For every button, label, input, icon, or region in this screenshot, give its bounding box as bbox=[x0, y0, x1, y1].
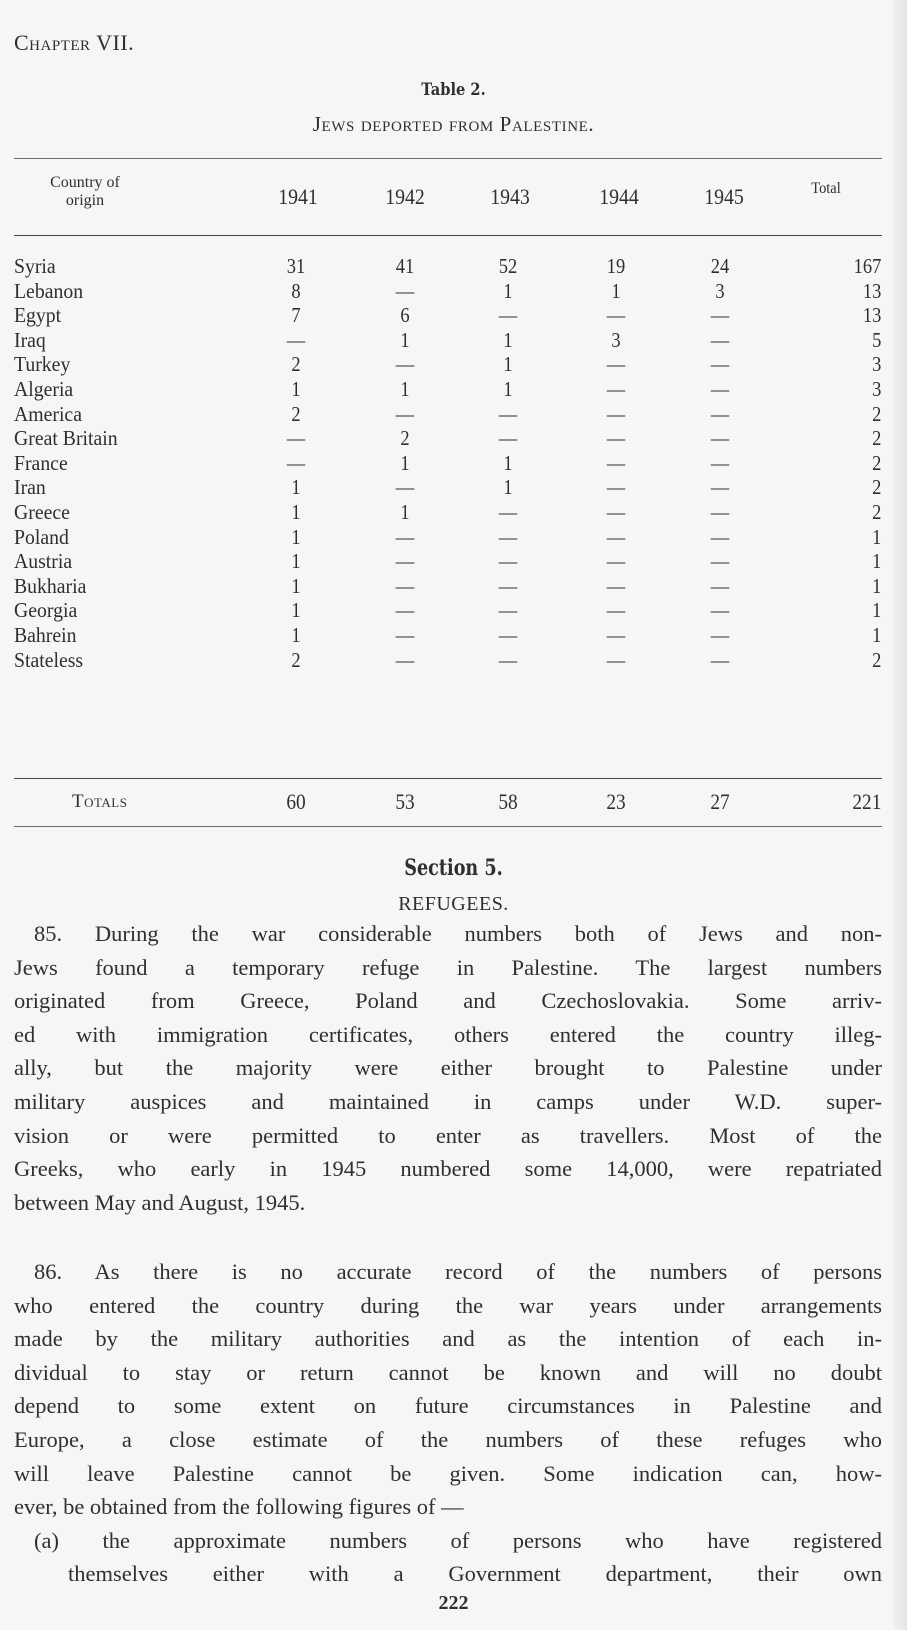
row-value-1942: 41 bbox=[395, 254, 415, 278]
header-country-line-2: origin bbox=[65, 192, 105, 209]
row-country: Austria bbox=[14, 549, 73, 574]
header-year-1945: 1945 bbox=[704, 184, 744, 209]
row-value-1945: — bbox=[710, 549, 730, 574]
row-value-1945: — bbox=[710, 524, 730, 549]
row-value-1943: — bbox=[498, 426, 518, 451]
page-number: 222 bbox=[438, 1592, 469, 1614]
row-value-1941: — bbox=[286, 327, 306, 352]
paragraph-line: between May and August, 1945. bbox=[14, 1189, 306, 1215]
row-country: Iraq bbox=[14, 327, 46, 352]
row-country: Lebanon bbox=[14, 278, 84, 303]
table-row bbox=[0, 525, 907, 550]
totals-1942: 53 bbox=[395, 789, 415, 814]
row-value-1944: — bbox=[606, 622, 626, 647]
table-subtitle: Jews deported from Palestine. bbox=[312, 112, 595, 136]
table-row bbox=[0, 328, 907, 353]
row-value-1941: 1 bbox=[291, 524, 301, 549]
row-country: Georgia bbox=[14, 598, 78, 623]
row-value-1945: — bbox=[710, 499, 730, 524]
header-country-of-origin bbox=[30, 174, 140, 210]
row-value-1942: — bbox=[395, 622, 415, 647]
row-country: Algeria bbox=[14, 376, 74, 401]
paragraph-line: ed with immigration certificates, others entered the country illeg- bbox=[14, 1021, 882, 1047]
row-value-1943: 1 bbox=[503, 352, 513, 377]
row-value-1941: 1 bbox=[291, 475, 301, 500]
row-value-1942: — bbox=[395, 524, 415, 549]
row-value-1942: — bbox=[395, 573, 415, 598]
row-value-1943: 1 bbox=[503, 450, 513, 475]
paragraph-line: originated from Greece, Poland and Czechoslovakia. Some arriv- bbox=[14, 988, 882, 1014]
row-value-1941: 2 bbox=[291, 647, 301, 672]
row-value-1943: — bbox=[498, 549, 518, 574]
row-total: 2 bbox=[872, 450, 882, 475]
row-value-1941: 8 bbox=[291, 278, 301, 303]
row-value-1943: — bbox=[498, 401, 518, 426]
paragraph-line: dividual to stay or return cannot be known and will no doubt bbox=[14, 1359, 882, 1385]
row-total: 5 bbox=[872, 327, 882, 352]
row-value-1941: 1 bbox=[291, 622, 301, 647]
row-value-1943: 1 bbox=[503, 475, 513, 500]
row-value-1944: — bbox=[606, 401, 626, 426]
table-body bbox=[0, 254, 907, 672]
table-totals-rule-top bbox=[14, 778, 882, 779]
row-value-1944: — bbox=[606, 352, 626, 377]
row-value-1942: — bbox=[395, 475, 415, 500]
row-value-1944: — bbox=[606, 524, 626, 549]
table-row bbox=[0, 598, 907, 623]
table-bottom-rule bbox=[14, 826, 882, 827]
header-total: Total bbox=[811, 180, 841, 197]
table-row bbox=[0, 352, 907, 377]
row-value-1945: — bbox=[710, 303, 730, 328]
paragraph-line: made by the military authorities and as the intention of each in- bbox=[14, 1326, 882, 1352]
row-value-1942: — bbox=[395, 549, 415, 574]
row-value-1941: 1 bbox=[291, 573, 301, 598]
header-country-line-1: Country of bbox=[50, 174, 120, 191]
paragraph-line: who entered the country during the war years under arrangements bbox=[14, 1292, 882, 1318]
row-value-1943: 1 bbox=[503, 278, 513, 303]
row-value-1944: — bbox=[606, 376, 626, 401]
table-row bbox=[0, 623, 907, 648]
table-row bbox=[0, 648, 907, 673]
row-total: 1 bbox=[872, 573, 882, 598]
row-value-1942: — bbox=[395, 278, 415, 303]
row-value-1943: 1 bbox=[503, 327, 513, 352]
row-value-1945: — bbox=[710, 426, 730, 451]
section-title: Section 5. bbox=[404, 855, 503, 881]
row-country: Greece bbox=[14, 499, 70, 524]
row-value-1945: 24 bbox=[710, 254, 730, 278]
row-country: Great Britain bbox=[14, 426, 118, 451]
row-value-1943: — bbox=[498, 524, 518, 549]
totals-grand-total: 221 bbox=[852, 789, 882, 814]
row-value-1941: 2 bbox=[291, 401, 301, 426]
row-value-1944: 1 bbox=[611, 278, 621, 303]
row-value-1945: — bbox=[710, 376, 730, 401]
totals-label: Totals bbox=[72, 791, 128, 812]
table-row bbox=[0, 254, 907, 279]
row-total: 1 bbox=[872, 598, 882, 623]
row-total: 1 bbox=[872, 524, 882, 549]
table-row bbox=[0, 475, 907, 500]
row-total: 13 bbox=[862, 278, 882, 303]
header-year-1942: 1942 bbox=[385, 184, 425, 209]
row-value-1942: — bbox=[395, 401, 415, 426]
row-value-1942: 1 bbox=[400, 376, 410, 401]
table-row bbox=[0, 279, 907, 304]
row-total: 3 bbox=[872, 352, 882, 377]
section-subtitle: REFUGEES. bbox=[398, 893, 509, 915]
totals-1944: 23 bbox=[606, 789, 626, 814]
row-value-1941: — bbox=[286, 426, 306, 451]
paragraph-line: vision or were permitted to enter as travellers. Most of the bbox=[14, 1122, 882, 1148]
row-value-1945: — bbox=[710, 401, 730, 426]
totals-1945: 27 bbox=[710, 789, 730, 814]
table-row bbox=[0, 426, 907, 451]
row-value-1944: 19 bbox=[606, 254, 626, 278]
paragraph-line: depend to some extent on future circumstances in Palestine and bbox=[14, 1393, 882, 1419]
row-value-1942: 1 bbox=[400, 450, 410, 475]
table-top-rule bbox=[14, 158, 882, 159]
table-row bbox=[0, 451, 907, 476]
table-row bbox=[0, 303, 907, 328]
table-row bbox=[0, 500, 907, 525]
row-value-1943: — bbox=[498, 303, 518, 328]
row-value-1942: — bbox=[395, 352, 415, 377]
totals-1943: 58 bbox=[498, 789, 518, 814]
table-row bbox=[0, 549, 907, 574]
row-value-1943: — bbox=[498, 573, 518, 598]
list-item-a-line: (a) the approximate numbers of persons who have registered bbox=[34, 1527, 882, 1553]
row-value-1945: — bbox=[710, 352, 730, 377]
row-total: 2 bbox=[872, 499, 882, 524]
row-total: 3 bbox=[872, 376, 882, 401]
paragraph-line: Europe, a close estimate of the numbers of these refuges who bbox=[14, 1426, 882, 1452]
row-value-1945: 3 bbox=[715, 278, 725, 303]
row-country: Turkey bbox=[14, 352, 71, 377]
row-value-1941: 31 bbox=[286, 254, 306, 278]
header-year-1944: 1944 bbox=[599, 184, 639, 209]
row-value-1943: — bbox=[498, 647, 518, 672]
paragraph-line: Greeks, who early in 1945 numbered some 14,000, were repatriated bbox=[14, 1156, 882, 1182]
list-item-a-line: themselves either with a Government department, their own bbox=[68, 1561, 882, 1587]
row-value-1942: — bbox=[395, 598, 415, 623]
row-value-1941: — bbox=[286, 450, 306, 475]
row-total: 2 bbox=[872, 401, 882, 426]
row-value-1942: 1 bbox=[400, 327, 410, 352]
totals-1941: 60 bbox=[286, 789, 306, 814]
paragraph-line: 85. During the war considerable numbers both of Jews and non- bbox=[34, 921, 882, 946]
row-country: Poland bbox=[14, 524, 69, 549]
row-country: Egypt bbox=[14, 303, 62, 328]
row-country: Bukharia bbox=[14, 573, 87, 598]
row-value-1941: 1 bbox=[291, 499, 301, 524]
row-value-1944: — bbox=[606, 475, 626, 500]
row-value-1944: — bbox=[606, 499, 626, 524]
row-value-1942: 2 bbox=[400, 426, 410, 451]
row-total: 2 bbox=[872, 475, 882, 500]
row-total: 13 bbox=[862, 303, 882, 328]
chapter-heading: Chapter VII. bbox=[14, 30, 135, 55]
row-value-1941: 1 bbox=[291, 598, 301, 623]
row-value-1945: — bbox=[710, 327, 730, 352]
row-value-1944: — bbox=[606, 426, 626, 451]
paragraph-line: military auspices and maintained in camps under W.D. super- bbox=[14, 1088, 882, 1114]
row-value-1943: — bbox=[498, 499, 518, 524]
row-value-1944: — bbox=[606, 598, 626, 623]
paragraph-line: ever, be obtained from the following figures of — bbox=[14, 1494, 464, 1520]
row-country: Stateless bbox=[14, 647, 84, 672]
row-value-1943: 52 bbox=[498, 254, 518, 278]
row-value-1943: — bbox=[498, 598, 518, 623]
row-value-1943: — bbox=[498, 622, 518, 647]
row-value-1944: — bbox=[606, 573, 626, 598]
row-total: 1 bbox=[872, 549, 882, 574]
row-value-1941: 7 bbox=[291, 303, 301, 328]
paragraph-line: Jews found a temporary refuge in Palestine. The largest numbers bbox=[14, 954, 882, 980]
row-value-1943: 1 bbox=[503, 376, 513, 401]
row-value-1944: — bbox=[606, 450, 626, 475]
row-value-1945: — bbox=[710, 622, 730, 647]
row-value-1944: — bbox=[606, 549, 626, 574]
row-country: France bbox=[14, 450, 68, 475]
header-year-1941: 1941 bbox=[278, 184, 318, 209]
paragraph-86 bbox=[14, 1255, 882, 1591]
row-value-1945: — bbox=[710, 475, 730, 500]
table-row bbox=[0, 377, 907, 402]
row-total: 167 bbox=[853, 254, 882, 278]
row-value-1944: — bbox=[606, 303, 626, 328]
row-value-1942: 1 bbox=[400, 499, 410, 524]
row-value-1941: 2 bbox=[291, 352, 301, 377]
row-value-1944: — bbox=[606, 647, 626, 672]
header-year-1943: 1943 bbox=[490, 184, 530, 209]
table-row bbox=[0, 574, 907, 599]
row-country: Bahrein bbox=[14, 622, 77, 647]
table-totals-row bbox=[0, 790, 907, 816]
row-value-1941: 1 bbox=[291, 376, 301, 401]
row-country: America bbox=[14, 401, 82, 426]
paragraph-line: 86. As there is no accurate record of the numbers of persons bbox=[34, 1259, 882, 1284]
row-total: 1 bbox=[872, 622, 882, 647]
row-total: 2 bbox=[872, 426, 882, 451]
row-value-1945: — bbox=[710, 573, 730, 598]
row-country: Syria bbox=[14, 254, 56, 278]
paragraph-85 bbox=[14, 917, 882, 1219]
paragraph-line: ally, but the majority were either brought to Palestine under bbox=[14, 1055, 882, 1081]
row-value-1944: 3 bbox=[611, 327, 621, 352]
row-total: 2 bbox=[872, 647, 882, 672]
row-value-1942: 6 bbox=[400, 303, 410, 328]
row-value-1942: — bbox=[395, 647, 415, 672]
row-value-1945: — bbox=[710, 598, 730, 623]
row-value-1945: — bbox=[710, 647, 730, 672]
paragraph-line: will leave Palestine cannot be given. Some indication can, how- bbox=[14, 1460, 882, 1486]
row-value-1945: — bbox=[710, 450, 730, 475]
table-row bbox=[0, 402, 907, 427]
table-header-rule bbox=[14, 235, 882, 236]
row-country: Iran bbox=[14, 475, 46, 500]
row-value-1941: 1 bbox=[291, 549, 301, 574]
table-title: Table 2. bbox=[421, 80, 486, 100]
